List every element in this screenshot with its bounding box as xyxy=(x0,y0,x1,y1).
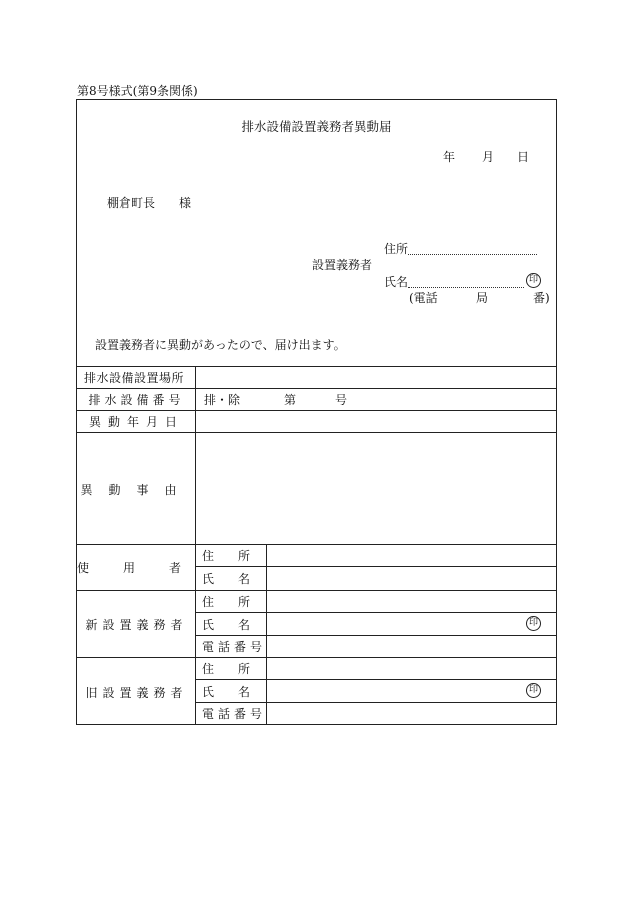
tel-exchange-label: 局 xyxy=(476,291,489,305)
tel-number-label: 番) xyxy=(533,291,550,305)
old-obligor-label: 旧設置義務者 xyxy=(85,686,188,700)
form-title: 排水設備設置義務者異動届 xyxy=(241,119,392,134)
old-name-label: 氏名 xyxy=(202,685,275,699)
user-address-label: 住所 xyxy=(202,549,275,563)
addressee-name: 棚倉町長 xyxy=(107,196,156,210)
seal-icon: 印 xyxy=(526,273,541,288)
date-year-label: 年 xyxy=(443,150,456,164)
number-dai: 第 xyxy=(284,393,297,407)
user-name-label: 氏名 xyxy=(202,572,275,586)
new-obligor-label: 新設置義務者 xyxy=(85,618,188,632)
row-divider xyxy=(77,590,556,591)
number-go: 号 xyxy=(335,393,348,407)
old-tel-label: 電話番号 xyxy=(202,707,267,721)
new-address-label: 住所 xyxy=(202,595,275,609)
place-label: 排水設備設置場所 xyxy=(84,371,185,385)
seal-icon: 印 xyxy=(526,683,541,698)
notice-text: 設置義務者に異動があったので、届け出ます。 xyxy=(95,338,346,352)
date-month-label: 月 xyxy=(482,150,495,164)
number-prefix: 排・除 xyxy=(204,393,241,407)
row-divider xyxy=(77,544,556,545)
form-number-label: 第8号様式(第9条関係) xyxy=(77,84,198,98)
form-frame xyxy=(76,99,557,725)
obligor-name-line[interactable] xyxy=(408,287,524,288)
seal-icon: 印 xyxy=(526,616,541,631)
reason-label: 異動事由 xyxy=(80,483,193,497)
new-tel-label: 電話番号 xyxy=(202,640,267,654)
number-label: 排水設備番号 xyxy=(88,393,185,407)
user-label: 使用者 xyxy=(77,561,216,575)
row-divider xyxy=(77,432,556,433)
row-divider xyxy=(196,566,556,567)
obligor-address-line[interactable] xyxy=(408,254,537,255)
date-day-label: 日 xyxy=(517,150,530,164)
row-divider xyxy=(196,612,556,613)
old-address-label: 住所 xyxy=(202,662,275,676)
row-divider xyxy=(196,702,556,703)
obligor-name-label: 氏名 xyxy=(384,275,409,289)
addressee-honorific: 様 xyxy=(179,196,192,210)
row-divider xyxy=(77,388,556,389)
obligor-address-label: 住所 xyxy=(384,242,409,256)
obligor-label: 設置義務者 xyxy=(312,258,373,272)
new-name-label: 氏名 xyxy=(202,618,275,632)
date-label: 異動年月日 xyxy=(88,415,184,429)
tel-open-label: (電話 xyxy=(409,291,438,305)
row-divider xyxy=(77,657,556,658)
row-divider xyxy=(77,410,556,411)
row-divider xyxy=(196,635,556,636)
row-divider xyxy=(196,679,556,680)
